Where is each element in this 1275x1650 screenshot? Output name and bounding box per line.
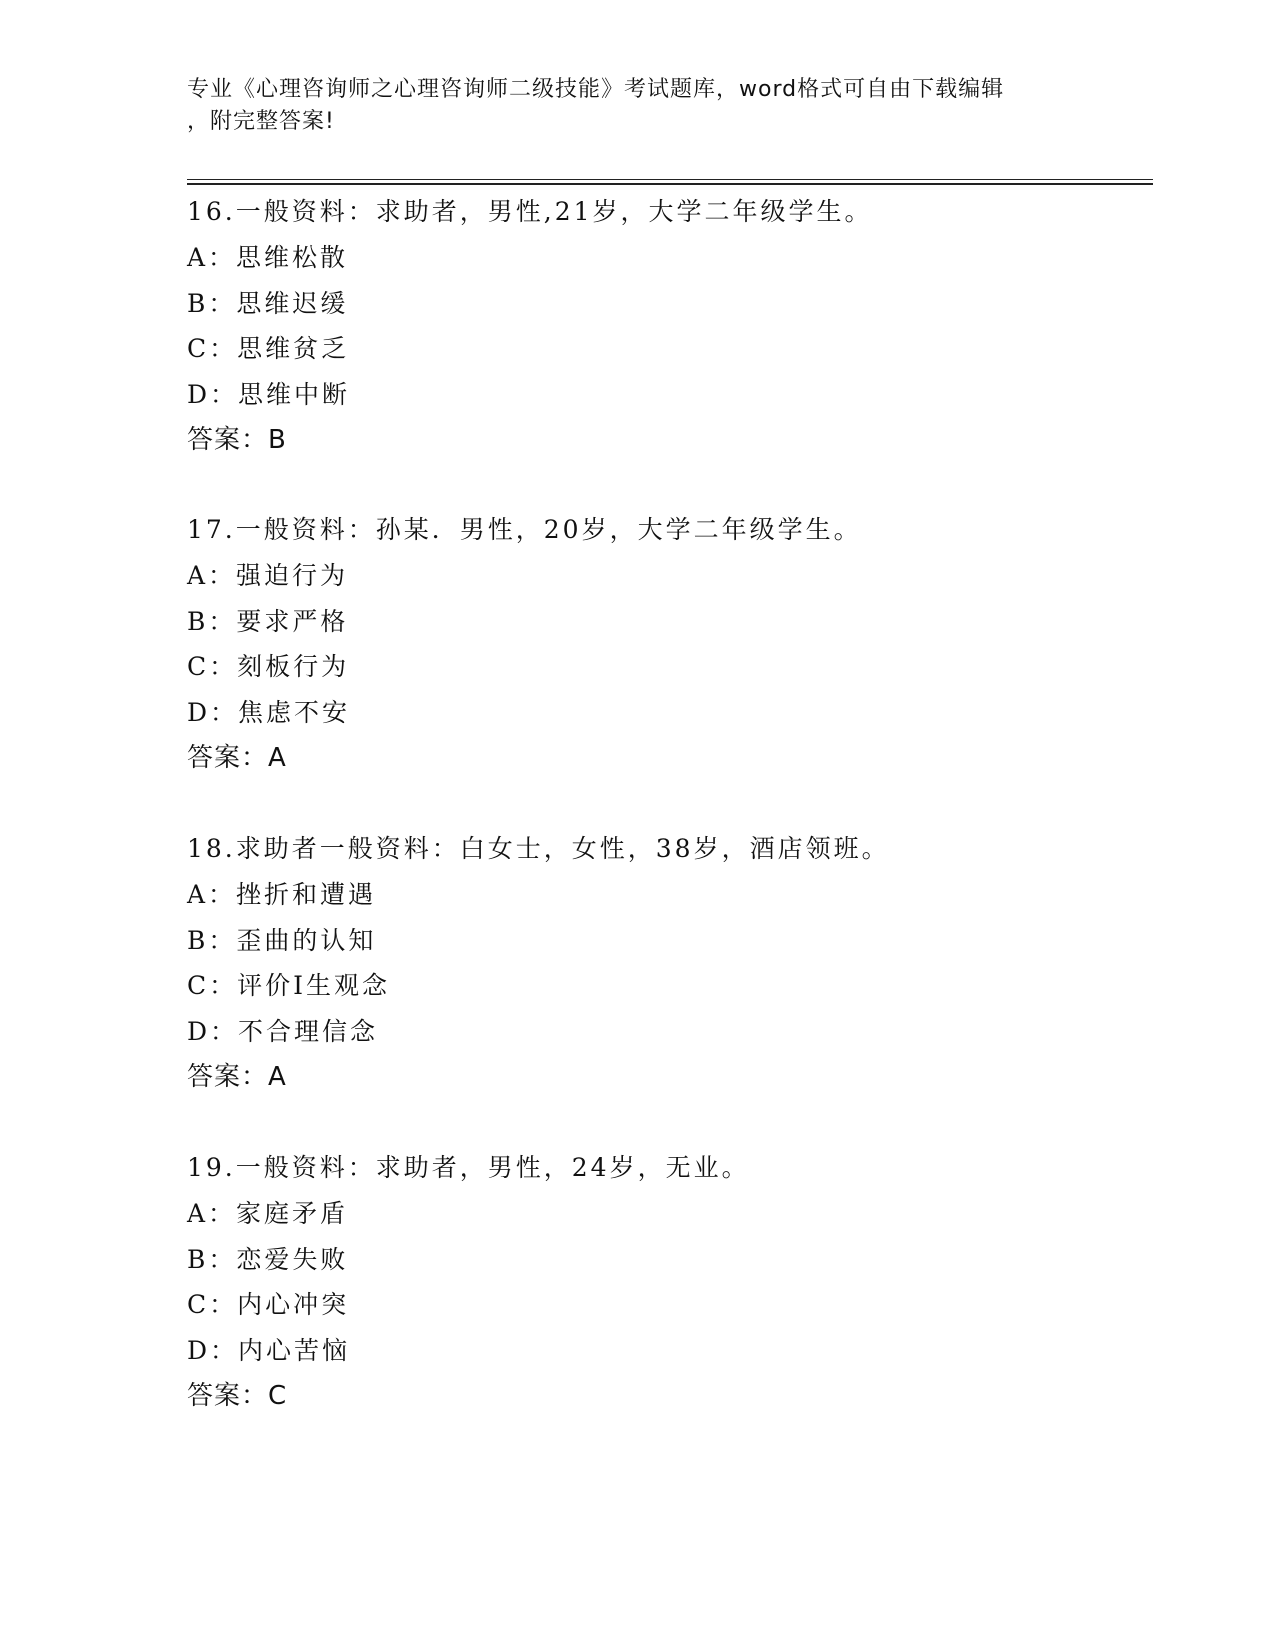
- option-a: A：挫折和遭遇: [187, 880, 377, 909]
- option-c: C：评价I生观念: [187, 971, 391, 1000]
- document-header: [187, 74, 1087, 138]
- question-stem: 19.一般资料：求助者，男性，24岁，无业。: [187, 1153, 750, 1182]
- option-b: B：思维迟缓: [187, 288, 349, 318]
- answer-line: 答案：B: [187, 425, 287, 455]
- option-b: B：要求严格: [187, 606, 349, 636]
- option-c: C：内心冲突: [187, 1290, 350, 1319]
- question-17: [187, 507, 1153, 781]
- header-line-2: ，附完整答案!: [187, 109, 335, 134]
- question-19: [187, 1145, 1153, 1419]
- option-a: A：家庭矛盾: [187, 1199, 349, 1228]
- option-d: D：内心苦恼: [187, 1335, 351, 1365]
- option-b: B：恋爱失败: [187, 1244, 349, 1274]
- header-line-1: 专业《心理咨询师之心理咨询师二级技能》考试题库，word格式可自由下载编辑: [187, 77, 1005, 102]
- option-d: D：不合理信念: [187, 1016, 379, 1046]
- question-stem: 18.求助者一般资料：白女士，女性，38岁，酒店领班。: [187, 834, 890, 863]
- question-16: [187, 189, 1153, 463]
- answer-line: 答案：A: [187, 743, 287, 773]
- question-stem: 17.一般资料：孙某．男性，20岁，大学二年级学生。: [187, 515, 862, 544]
- option-c: C：思维贫乏: [187, 334, 350, 363]
- option-a: A：思维松散: [187, 243, 349, 272]
- answer-line: 答案：C: [187, 1381, 288, 1411]
- question-18: [187, 826, 1153, 1100]
- question-stem: 16.一般资料：求助者，男性,21岁，大学二年级学生。: [187, 197, 873, 226]
- option-a: A：强迫行为: [187, 561, 349, 590]
- option-b: B：歪曲的认知: [187, 925, 377, 955]
- header-divider-thin: [187, 179, 1153, 180]
- option-d: D：焦虑不安: [187, 697, 351, 727]
- option-d: D：思维中断: [187, 379, 351, 409]
- header-divider-thick: [187, 183, 1153, 185]
- answer-line: 答案：A: [187, 1062, 287, 1092]
- option-c: C：刻板行为: [187, 652, 350, 681]
